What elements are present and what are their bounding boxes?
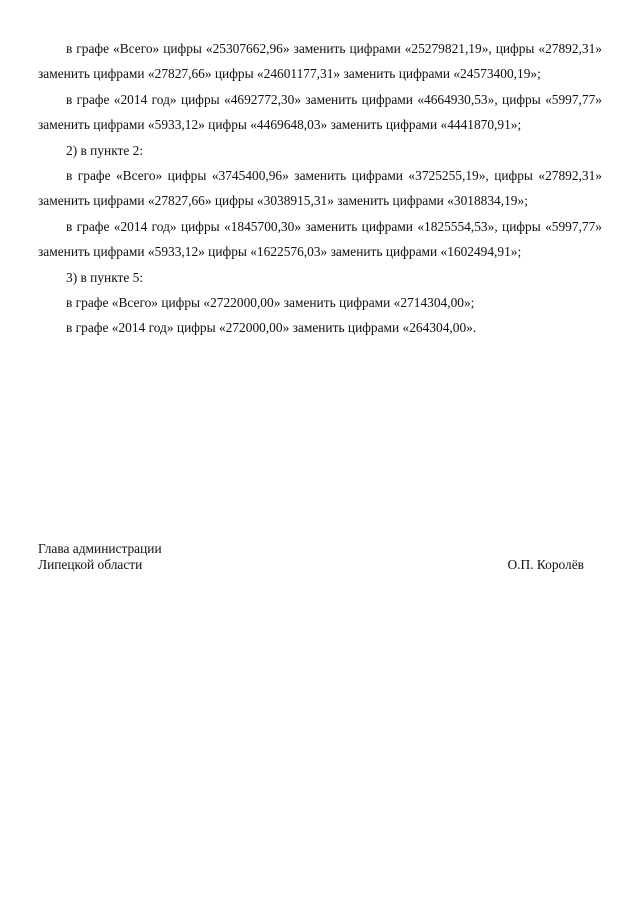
item-2-heading: 2) в пункте 2: [66, 142, 144, 158]
signature-title-line1: Глава администрации [38, 541, 162, 556]
paragraph-vsego-5: в графе «Всего» цифры «2722000,00» заменить цифрами «2714304,00»; [66, 295, 475, 311]
paragraph-2014-1: в графе «2014 год» цифры «4692772,30» заменить цифрами «4664930,53», цифры «5997,77» заменить цифрами «5933,12» цифры «4469648,03» заменить цифрами «4441870,91»; [38, 91, 602, 133]
paragraph-vsego-1: в графе «Всего» цифры «25307662,96» заменить цифрами «25279821,19», цифры «27892,31» заменить цифрами «27827,66» цифры «24601177,31» заменить цифрами «24573400,19»; [38, 41, 602, 82]
signature-title-line2: Липецкой области [38, 557, 143, 572]
item-3-heading: 3) в пункте 5: [66, 269, 144, 285]
paragraph-2014-5: в графе «2014 год» цифры «272000,00» заменить цифрами «264304,00». [66, 320, 477, 336]
signature-row [38, 557, 602, 573]
signature-block [38, 541, 602, 573]
document-body [38, 36, 602, 341]
signatory-name: О.П. Королёв [507, 557, 584, 572]
paragraph-vsego-2: в графе «Всего» цифры «3745400,96» заменить цифрами «3725255,19», цифры «27892,31» заменить цифрами «27827,66» цифры «3038915,31» заменить цифрами «3018834,19»; [38, 168, 602, 209]
paragraph-2014-2: в графе «2014 год» цифры «1845700,30» заменить цифрами «1825554,53», цифры «5997,77» заменить цифрами «5933,12» цифры «1622576,03» заменить цифрами «1602494,91»; [38, 218, 602, 260]
